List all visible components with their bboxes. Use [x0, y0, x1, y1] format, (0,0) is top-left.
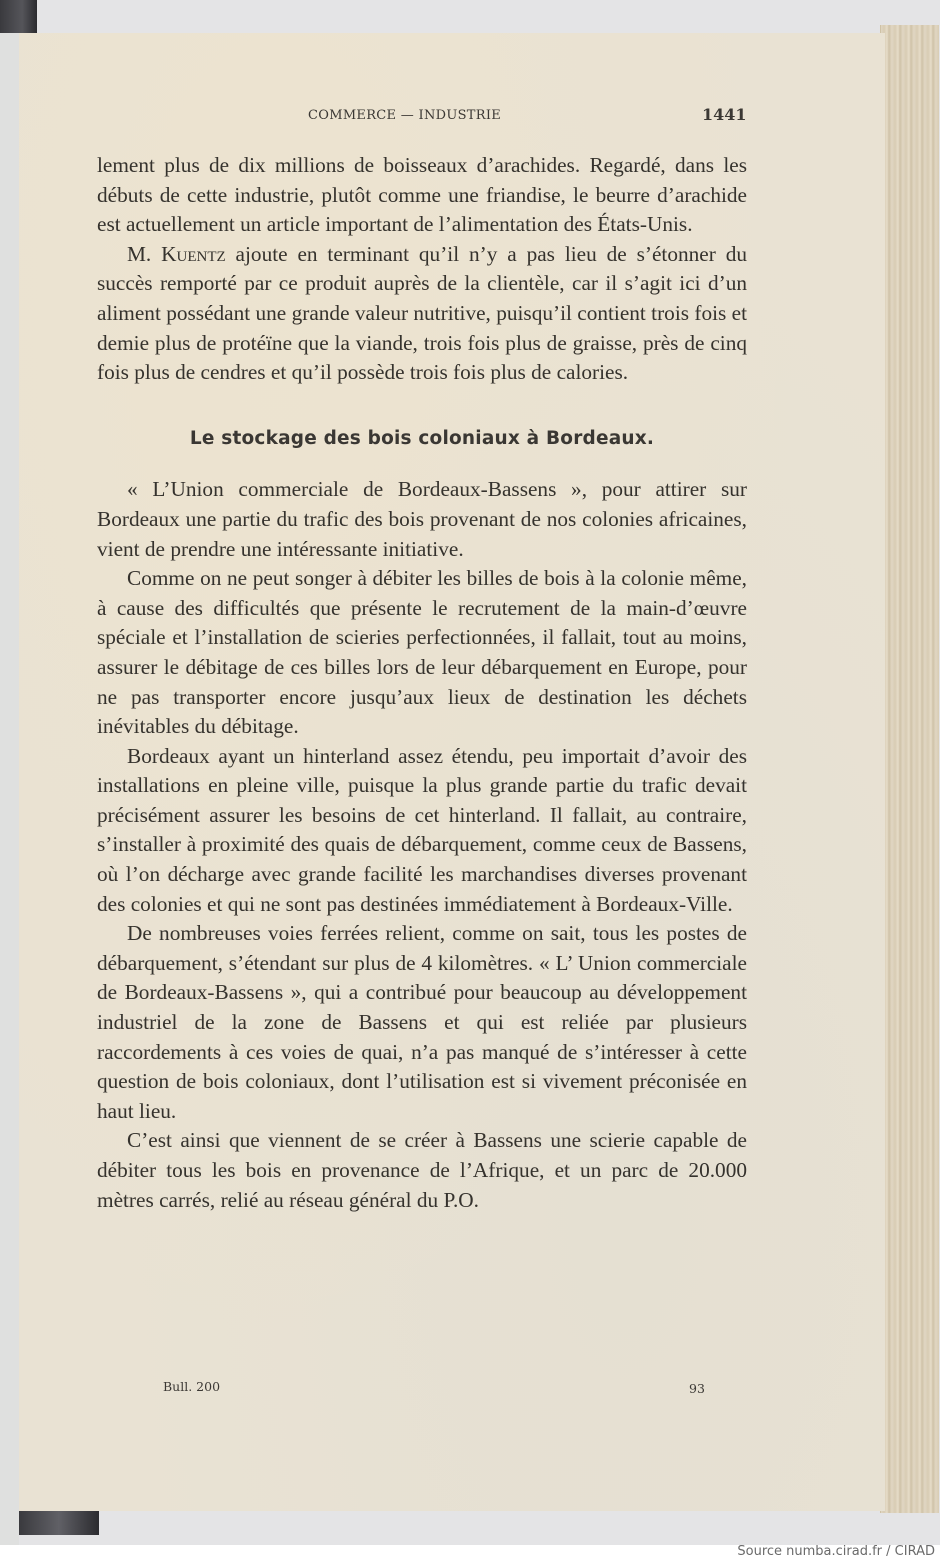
signature-mark-left: Bull. 200 — [163, 1379, 221, 1394]
section-heading: Le stockage des bois coloniaux à Bordeaux. — [189, 427, 655, 449]
paragraph-text: ajoute en terminant qu’il n’y a pas lieu de s’étonner du succès remporté par ce produit auprès de la clientèle, car il s’agit ici d’un aliment possédant une grande valeur nutritive, puisqu’il contient trois fois et demie plus de protéïne que la viande, trois fois plus de graisse, près de cinq fois plus de cendres et qu’il possède trois fois plus de calories. — [97, 241, 747, 385]
speaker-name: Kuentz — [161, 241, 226, 266]
speaker-prefix: M. — [127, 241, 162, 266]
paragraph-hinterland: Bordeaux ayant un hinterland assez étendu, peu importait d’avoir des installations en pleine ville, puisque la plus grande partie du trafic devait précisément assurer les besoins de cet hinterland. Il fallait, au contraire, s’installer à proximité des quais de débarquement, comme ceux de Bassens, où l’on décharge avec grande facilité les marchandises diverses provenant des colonies et qui ne sont pas destinées immédiatement à Bordeaux-Ville. — [97, 743, 747, 916]
running-title: COMMERCE — INDUSTRIE — [308, 108, 502, 123]
book-binding-top — [0, 0, 37, 33]
paragraph-debitage: Comme on ne peut songer à débiter les billes de bois à la colonie même, à cause des difficultés que présente le recrutement de la main-d’œuvre spéciale et l’installation de scieries perfectionnées, il fallait, tout au moins, assurer le débitage de ces billes lors de leur débarquement en Europe, pour ne pas transporter encore jusqu’aux lieux de destination les déchets inévitables du débitage. — [97, 566, 747, 739]
signature-mark-right: 93 — [689, 1381, 705, 1396]
paragraph-continuation: lement plus de dix millions de boisseaux d’arachides. Regardé, dans les débuts de cette industrie, plutôt comme une friandise, le beurre d’arachide est actuellement un article important de l’alimentation des États-Unis. — [97, 153, 747, 237]
scanner-margin — [0, 33, 19, 1545]
paragraph-scierie: C’est ainsi que viennent de se créer à Bassens une scierie capable de débiter tous les bois en provenance de l’Afrique, et un parc de 20.000 mètres carrés, relié au réseau général du P.O. — [97, 1128, 747, 1212]
source-credit: Source numba.cirad.fr / CIRAD — [737, 1544, 935, 1559]
book-binding-bottom — [19, 1511, 99, 1535]
paragraph-union-initiative: « L’Union commerciale de Bordeaux-Bassens », pour attirer sur Bordeaux une partie du trafic des bois provenant de nos colonies africaines, vient de prendre une intéressante initiative. — [97, 477, 747, 561]
book-page-edges — [880, 25, 939, 1513]
paragraph-kuentz — [97, 240, 747, 388]
paragraph-voies-ferrees: De nombreuses voies ferrées relient, comme on sait, tous les postes de débarquement, s’étendant sur plus de 4 kilomètres. « L’ Union commerciale de Bordeaux-Bassens », qui a contribué pour beaucoup au développement industriel de la zone de Bassens et qui est reliée par plusieurs raccordements à ces voies de quai, n’a pas manqué de s’intéresser à cette question de bois coloniaux, dont l’utilisation est si vivement préconisée en haut lieu. — [97, 921, 747, 1123]
running-head — [19, 106, 885, 128]
article-body — [97, 151, 747, 1215]
book-page — [19, 33, 885, 1511]
page-number: 1441 — [702, 105, 747, 124]
